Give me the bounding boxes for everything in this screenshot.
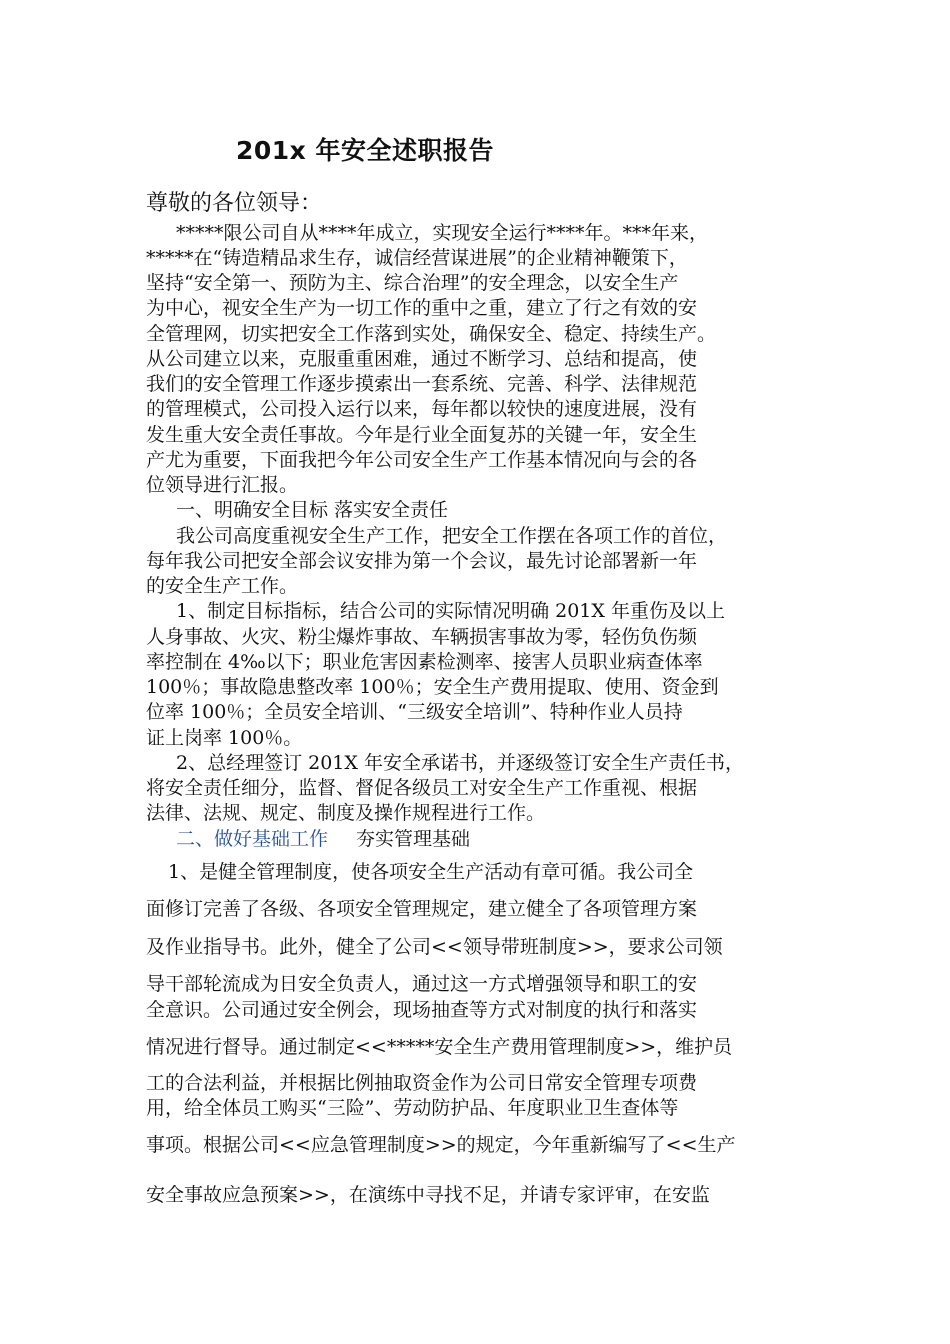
paragraph-line: 事项。根据公司<<应急管理制度>>的规定，今年重新编写了<<生产 — [146, 1134, 736, 1156]
paragraph-line: 我公司高度重视安全生产工作，把安全工作摆在各项工作的首位， — [176, 525, 728, 547]
paragraph-line: 从公司建立以来，克服重重困难，通过不断学习、总结和提高，使 — [146, 348, 698, 370]
paragraph-line: 证上岗率 100％。 — [146, 727, 303, 749]
paragraph-line: 每年我公司把安全部会议安排为第一个会议，最先讨论部署新一年 — [146, 550, 698, 572]
salutation: 尊敬的各位领导： — [146, 191, 323, 216]
paragraph-line: 产尤为重要，下面我把今年公司安全生产工作基本情况向与会的各 — [146, 449, 698, 471]
paragraph-line: 工的合法利益，并根据比例抽取资金作为公司日常安全管理专项费 — [146, 1072, 698, 1094]
paragraph-line: 安全事故应急预案>>，在演练中寻找不足，并请专家评审，在安监 — [146, 1184, 710, 1206]
section-heading-1: 一、明确安全目标 落实安全责任 — [176, 499, 449, 521]
paragraph-line: 将安全责任细分，监督、督促各级员工对安全生产工作重视、根据 — [146, 777, 698, 799]
paragraph-line: 1、制定目标指标，结合公司的实际情况明确 201X 年重伤及以上 — [176, 600, 725, 622]
paragraph-line: 率控制在 4‰以下；职业危害因素检测率、接害人员职业病查体率 — [146, 651, 703, 673]
paragraph-line: 1、是健全管理制度，使各项安全生产活动有章可循。我公司全 — [168, 861, 694, 883]
paragraph-line: *****限公司自从****年成立，实现安全运行****年。***年来， — [176, 222, 709, 244]
paragraph-line: 的安全生产工作。 — [146, 575, 299, 597]
section-heading-2-part2: 夯实管理基础 — [356, 828, 471, 850]
paragraph-line: *****在“铸造精品求生存，诚信经营谋进展”的企业精神鞭策下， — [146, 247, 688, 269]
section-heading-2-part1: 二、做好基础工作 — [176, 828, 329, 850]
paragraph-line: 人身事故、火灾、粉尘爆炸事故、车辆损害事故为零，轻伤负伤频 — [146, 626, 698, 648]
paragraph-line: 为中心，视安全生产为一切工作的重中之重，建立了行之有效的安 — [146, 297, 698, 319]
paragraph-line: 用，给全体员工购买“三险”、劳动防护品、年度职业卫生查体等 — [146, 1097, 679, 1119]
paragraph-line: 全意识。公司通过安全例会，现场抽查等方式对制度的执行和落实 — [146, 999, 698, 1021]
paragraph-line: 位领导进行汇报。 — [146, 474, 299, 496]
paragraph-line: 坚持“安全第一、预防为主、综合治理”的安全理念，以安全生产 — [146, 272, 679, 294]
paragraph-line: 位率 100％；全员安全培训、“三级安全培训”、特种作业人员持 — [146, 701, 683, 723]
document-title: 201x 年安全述职报告 — [236, 136, 495, 165]
section-heading-2 — [176, 828, 470, 850]
paragraph-line: 的管理模式，公司投入运行以来，每年都以较快的速度进展，没有 — [146, 398, 698, 420]
paragraph-line: 情况进行督导。通过制定<<*****安全生产费用管理制度>>，维护员 — [146, 1036, 733, 1058]
paragraph-line: 我们的安全管理工作逐步摸索出一套系统、完善、科学、法律规范 — [146, 373, 698, 395]
paragraph-line: 及作业指导书。此外，健全了公司<<领导带班制度>>，要求公司领 — [146, 936, 723, 958]
paragraph-line: 导干部轮流成为日安全负责人，通过这一方式增强领导和职工的安 — [146, 973, 698, 995]
paragraph-line: 全管理网，切实把安全工作落到实处，确保安全、稳定、持续生产。 — [146, 323, 717, 345]
paragraph-line: 100％；事故隐患整改率 100％；安全生产费用提取、使用、资金到 — [146, 676, 719, 698]
paragraph-line: 面修订完善了各级、各项安全管理规定，建立健全了各项管理方案 — [146, 898, 698, 920]
paragraph-line: 2、总经理签订 201X 年安全承诺书，并逐级签订安全生产责任书， — [176, 752, 744, 774]
paragraph-line: 法律、法规、规定、制度及操作规程进行工作。 — [146, 802, 546, 824]
paragraph-line: 发生重大安全责任事故。今年是行业全面复苏的关键一年，安全生 — [146, 424, 698, 446]
